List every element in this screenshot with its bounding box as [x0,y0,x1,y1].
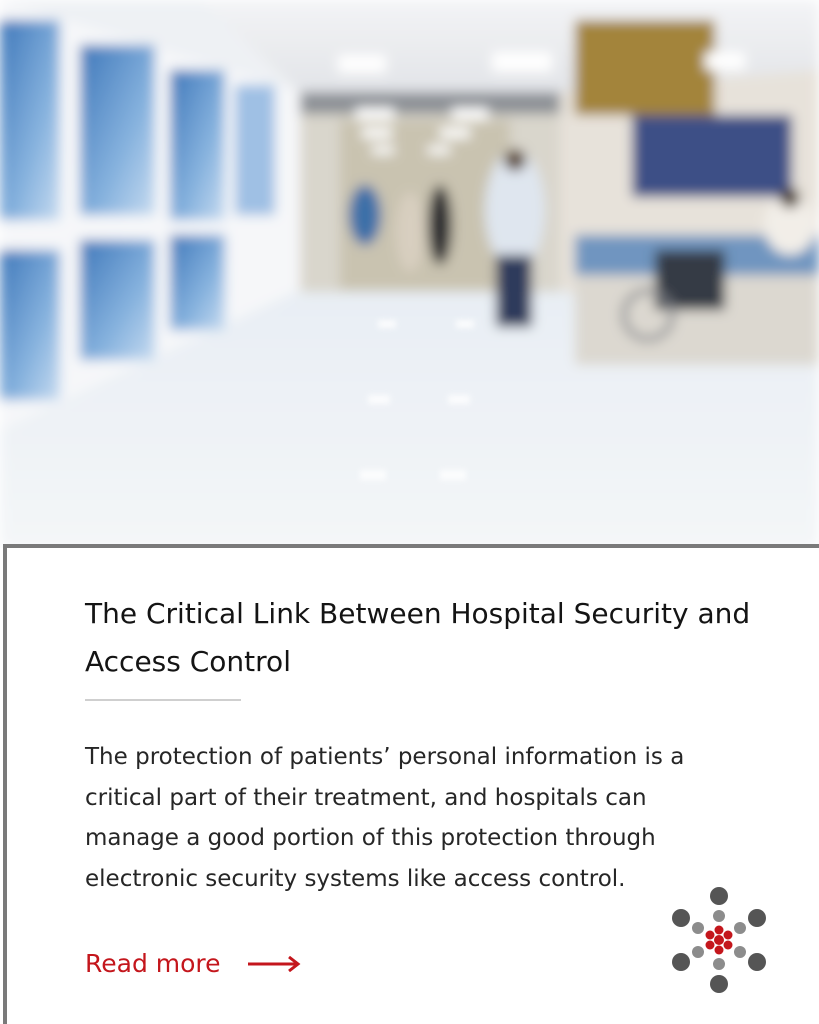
brand-logo-icon [665,886,773,994]
article-body: The protection of patients’ personal information is a critical part of their treatment, and hospitals can manage a good portion of this protection through electronic security systems like access control. [85,744,685,892]
read-more-link[interactable] [85,946,301,982]
title-divider [85,699,241,701]
article-card [3,544,819,1024]
article-title: The Critical Link Between Hospital Security and Access Control [85,597,751,678]
arrow-right-icon [247,956,301,972]
read-more-label: Read more [85,949,221,978]
